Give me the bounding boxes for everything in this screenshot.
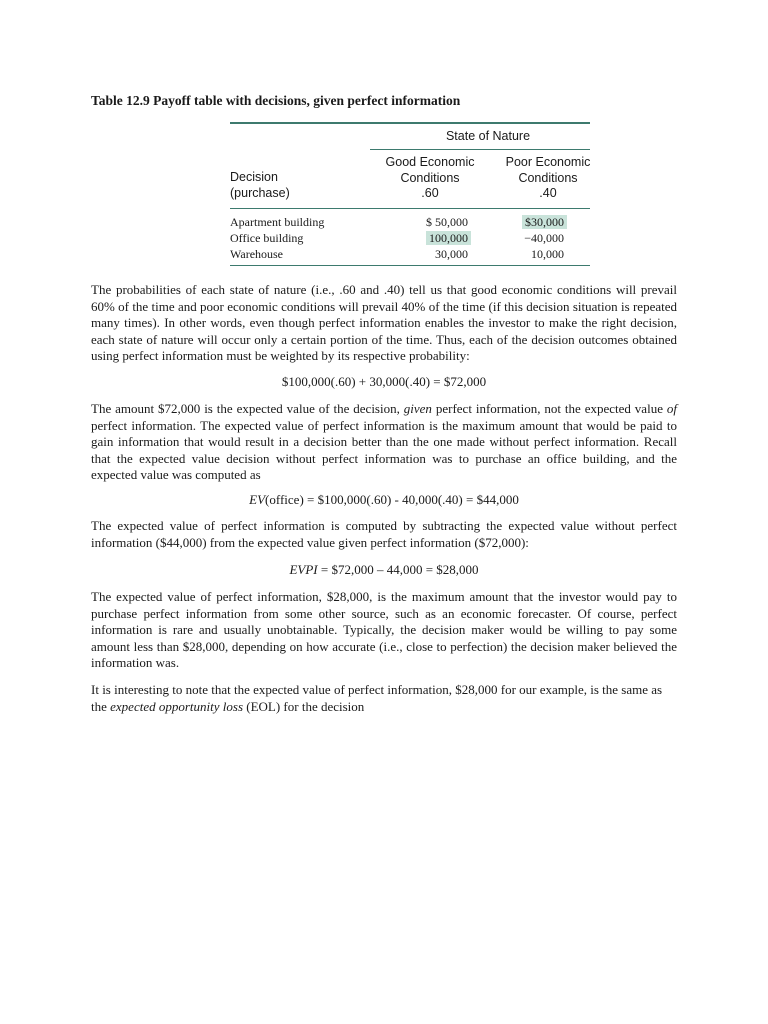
table-caption: Table 12.9 Payoff table with decisions, given perfect information	[91, 93, 461, 108]
paragraph-probabilities: The probabilities of each state of nature (i.e., .60 and .40) tell us that good economic conditions will prevail 60% of the time and poor economic conditions will prevail 40% of the time (if this decision situation is repeated many times). In other words, even though perfect information enables the investor to make the right decision, each state of nature will occur only a certain portion of the time. Thus, each of the decision outcomes obtained using perfect information must be weighted by its respective probability:	[91, 282, 677, 363]
row-decision: Warehouse	[230, 247, 284, 261]
table-bottom-rule	[230, 265, 590, 266]
italic-evpi: EVPI	[289, 562, 318, 577]
decision-header-line2: (purchase)	[230, 185, 290, 200]
state-of-nature-rule	[370, 149, 590, 150]
paragraph-evpi-meaning: The expected value of perfect information, $28,000, is the maximum amount that the investor would pay to purchase perfect information from some other source, such as an economic forecaster. Of course, perfect information is rare and usually unobtainable. Typically, the decision maker would be willing to pay some amount less than $28,000, depending on how accurate (i.e., close to perfection) the decision maker believed the information was.	[91, 589, 677, 670]
italic-of: of	[666, 401, 678, 416]
highlighted-cell-value: $30,000	[522, 215, 567, 229]
cell-value: $ 50,000	[426, 215, 468, 229]
text-run: perfect information, not the expected value	[431, 401, 667, 416]
text-run: The amount $72,000 is the expected value of the decision,	[91, 401, 404, 416]
table-top-rule	[230, 122, 590, 124]
row-good-value	[392, 246, 468, 262]
equation-expected-value-given-pi: $100,000(.60) + 30,000(.40) = $72,000	[281, 374, 487, 389]
good-probability: .60	[421, 186, 439, 200]
row-good-value	[392, 214, 468, 230]
row-poor-value	[510, 230, 564, 246]
text-run: (EOL) for the decision	[243, 698, 365, 714]
paragraph-evpi-computation: The expected value of perfect information is computed by subtracting the expected value without perfect information ($44,000) from the expected value given perfect information ($72,000):	[91, 518, 677, 550]
italic-given: given	[403, 401, 432, 416]
good-header-line1: Good Economic	[385, 155, 475, 169]
poor-header-line2: Conditions	[518, 170, 578, 185]
equation-evpi	[91, 562, 677, 578]
text-run: perfect information. The expected value of perfect information is the maximum amount that would be paid to gain information that would result in a decision better than the one made without perfect information. Recall that the expected value decision without perfect information was to purchase an office building, and the expected value was computed as	[91, 417, 677, 482]
poor-header-line1: Poor Economic	[505, 155, 591, 169]
state-of-nature-header: State of Nature	[445, 129, 531, 143]
equation-rest: (office) = $100,000(.60) - 40,000(.40) = $44,000	[265, 492, 519, 507]
payoff-table	[230, 122, 590, 268]
equation-rest: = $72,000 – 44,000 = $28,000	[317, 562, 479, 577]
text-run: It is interesting to note that the expected value of perfect information, $28,000 for our example, is the same as the	[91, 682, 663, 714]
italic-eol: expected opportunity loss	[110, 698, 243, 714]
header-rule	[230, 208, 590, 209]
italic-ev: EV	[249, 492, 266, 507]
table-row	[230, 246, 590, 262]
row-poor-value	[510, 246, 564, 262]
row-poor-value	[510, 214, 564, 230]
table-row	[230, 230, 590, 246]
table-row	[230, 214, 590, 230]
decision-header-line1: Decision	[230, 170, 278, 184]
cell-value: 10,000	[531, 247, 564, 261]
equation-ev-office	[91, 492, 677, 508]
paragraph-eol	[91, 682, 677, 715]
row-decision: Office building	[230, 231, 304, 245]
cell-value: −40,000	[524, 231, 564, 245]
highlighted-cell-value: 100,000	[426, 231, 471, 245]
row-good-value	[392, 230, 468, 246]
good-conditions-header	[360, 155, 500, 202]
cell-value: 30,000	[435, 247, 468, 261]
poor-conditions-header	[498, 155, 598, 202]
decision-header	[230, 170, 290, 201]
row-decision: Apartment building	[230, 215, 325, 229]
poor-probability: .40	[539, 186, 557, 200]
good-header-line2: Conditions	[400, 170, 460, 185]
paragraph-expected-value	[91, 401, 677, 484]
